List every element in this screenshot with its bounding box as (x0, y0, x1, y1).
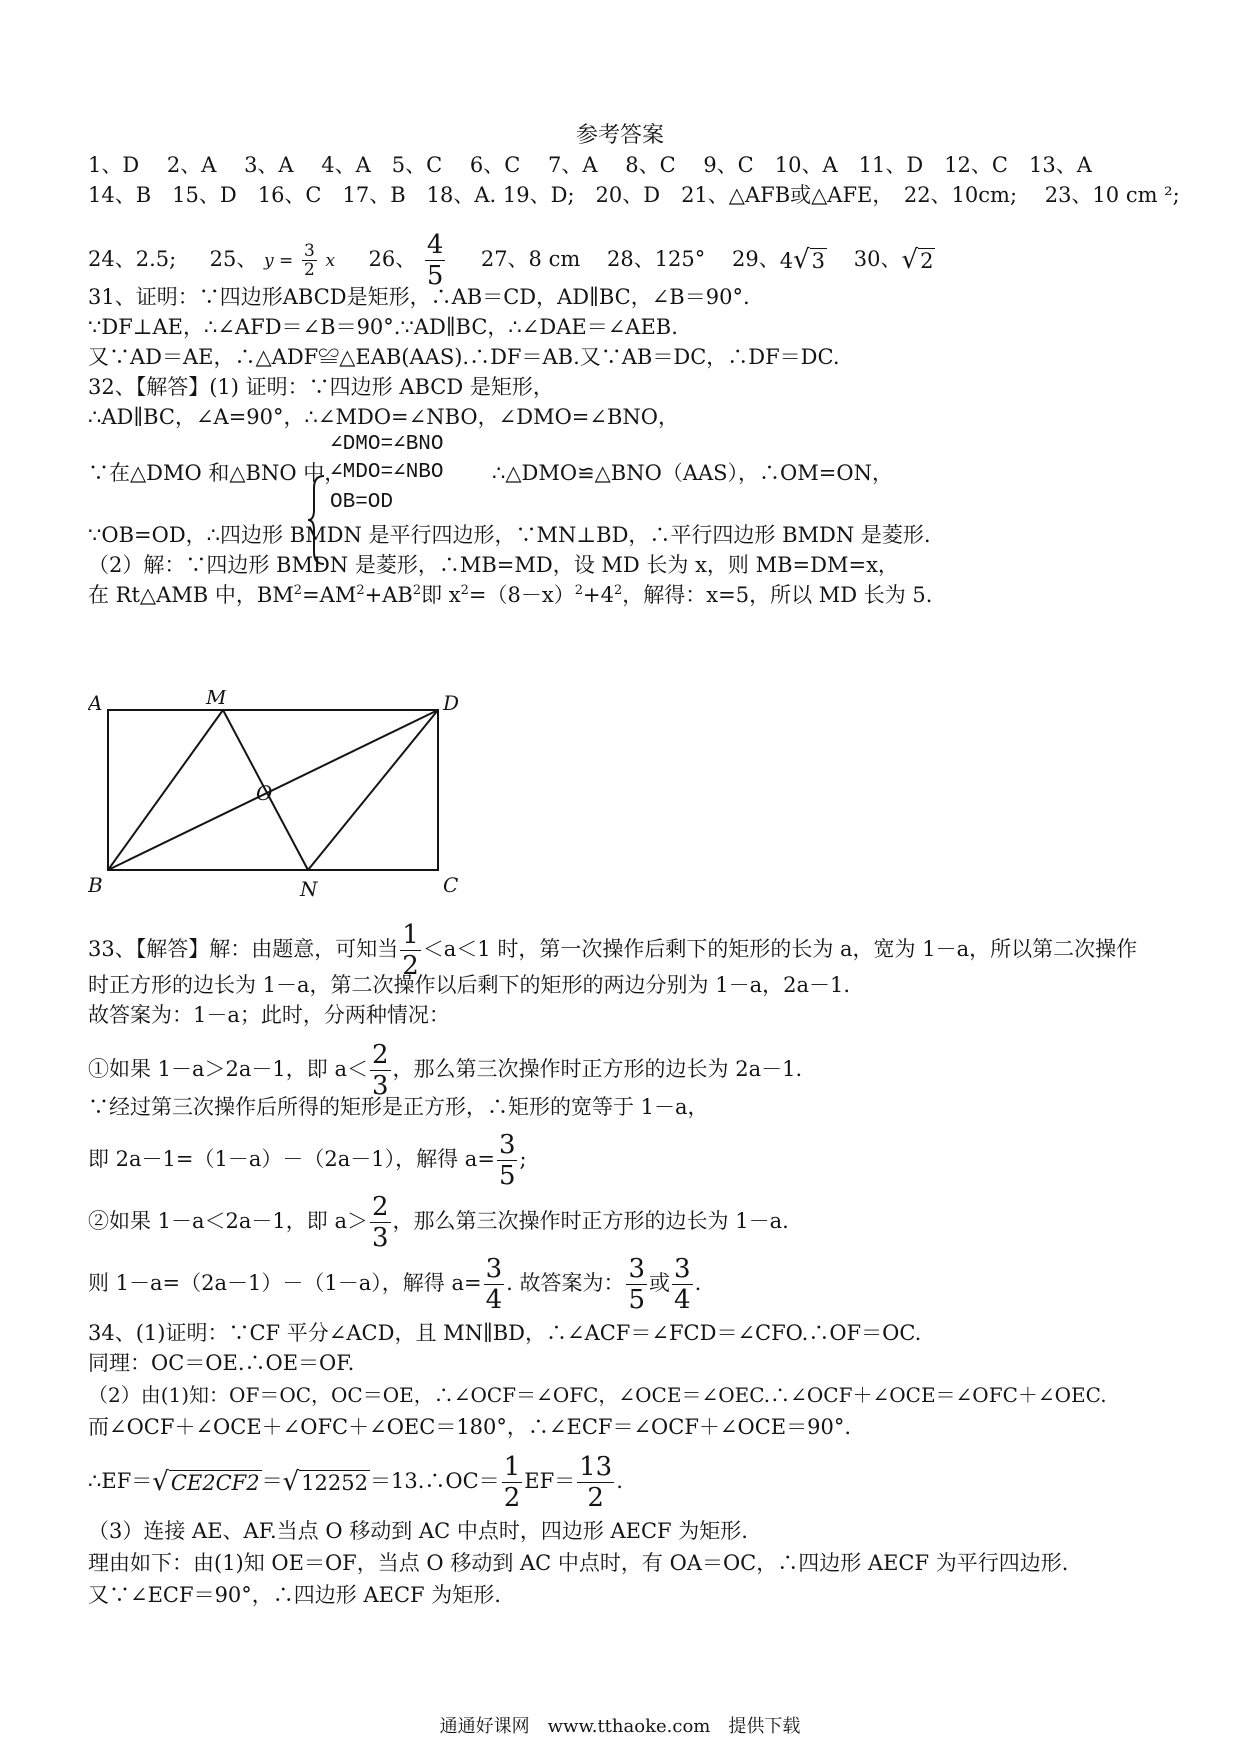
label-b: B (88, 873, 103, 897)
system-eq-2: ∠MDO=∠NBO (330, 461, 444, 484)
q33-line-8: 则 1－a=（2a－1）－（1－a），解得 a= $\frac{3}{4}$ . 故答案为： $\frac{3}{5}$ 或 $\frac{3}{4}$ . (88, 1254, 702, 1315)
page-title: 参考答案 (575, 123, 664, 148)
system-eq-3: OB=OD (330, 491, 394, 514)
q24: 24、2.5; (88, 247, 177, 271)
label-d: D (443, 691, 460, 715)
label-a: A (88, 691, 103, 715)
q25-y: y = (264, 251, 294, 271)
segment-nd (308, 710, 438, 870)
q25-label: 25、 (209, 247, 258, 271)
answers-row-2: 14、B 15、D 16、C 17、B 18、A. 19、D; 20、D 21、△AFB或△AFE， 22、10cm; 23、10 cm ²; (88, 183, 1180, 207)
q33-line-1: 33、【解答】解：由题意，可知当 $\frac{1}{2}$ ＜a＜1 时，第一次操作后剩下的矩形的长为 a，宽为 1－a，所以第二次操作 (88, 920, 1138, 981)
label-c: C (443, 873, 459, 897)
q34-line-6: （3）连接 AE、AF.当点 O 移动到 AC 中点时，四边形 AECF 为矩形. (88, 1519, 748, 1543)
segment-bm (108, 710, 223, 870)
q31-line-1: 31、证明：∵四边形ABCD是矩形，∴AB＝CD，AD∥BC，∠B＝90°. (88, 285, 750, 309)
page-footer: 通通好课网 www.tthaoke.com 提供下载 (439, 1716, 801, 1737)
q32-system-lead: ∵在△DMO 和△BNO 中， (88, 461, 346, 485)
q30-label: 30、 (853, 247, 902, 271)
q29-radical: 4√3 (779, 245, 826, 275)
label-o: O (256, 781, 273, 805)
answers-row-3 (88, 230, 935, 291)
label-m: M (206, 690, 227, 709)
diagonal-bd (108, 710, 438, 870)
q25-x: x (325, 251, 336, 271)
q33-line-5: ∵经过第三次操作后所得的矩形是正方形，∴矩形的宽等于 1－a， (88, 1095, 709, 1119)
q32-line-4: （2）解：∵四边形 BMDN 是菱形，∴MB=MD，设 MD 长为 x，则 MB=DM=x， (88, 553, 899, 577)
q30-radical: √2 (901, 245, 934, 275)
q28: 28、125° (606, 247, 706, 271)
q31-line-2: ∵DF⊥AE，∴∠AFD＝∠B＝90°.∵AD∥BC，∴∠DAE＝∠AEB. (88, 315, 678, 339)
q34-line-4: 而∠OCF＋∠OCE＋∠OFC＋∠OEC＝180°，∴∠ECF＝∠OCF＋∠OCE＝90°. (88, 1415, 852, 1439)
q29-label: 29、 (731, 247, 780, 271)
q25-fraction: $\frac{3}{2}$ (303, 241, 315, 280)
q27: 27、8 cm (480, 247, 581, 271)
q34-line-8: 又∵∠ECF＝90°，∴四边形 AECF 为矩形. (88, 1583, 501, 1607)
q34-line-3: （2）由(1)知：OF＝OC，OC＝OE，∴∠OCF＝∠OFC，∠OCE＝∠OEC.∴∠OCF＋∠OCE＝∠OFC＋∠OEC. (88, 1383, 1107, 1407)
label-n: N (300, 877, 318, 900)
q33-line-7: ②如果 1－a＜2a－1，即 a＞ $\frac{2}{3}$ ，那么第三次操作时正方形的边长为 1－a. (88, 1192, 789, 1253)
q32-line-3: ∵OB=OD，∴四边形 BMDN 是平行四边形，∵MN⊥BD，∴平行四边形 BMDN 是菱形. (88, 523, 931, 547)
q34-line-5: ∴EF＝√CE2CF2＝√12252＝13.∴OC＝ $\frac{1}{2}$ EF＝ $\frac{13}{2}$ . (88, 1452, 623, 1513)
q32-system-tail: ∴△DMO≌△BNO（AAS），∴OM=ON， (492, 461, 893, 485)
q32-line-5: 在 Rt△AMB 中，$BM^2=AM^2+AB^2$即 $x^2=(8-x)^2+4^2$，解得：x=5，所以 MD 长为 5. (88, 583, 933, 607)
q26-label: 26、 (368, 247, 417, 271)
q34-line-2: 同理：OC＝OE.∴OE＝OF. (88, 1351, 355, 1375)
q32-line-2: ∴AD∥BC，∠A=90°，∴∠MDO=∠NBO，∠DMO=∠BNO， (88, 405, 680, 429)
rectangle-rhombus-figure (88, 690, 468, 900)
q34-line-1: 34、(1)证明：∵CF 平分∠ACD，且 MN∥BD，∴∠ACF＝∠FCD＝∠CFO.∴OF＝OC. (88, 1321, 922, 1345)
q31-line-3: 又∵AD＝AE，∴△ADF≌△EAB(AAS).∴DF＝AB.又∵AB＝DC，∴DF＝DC. (88, 345, 840, 369)
q33-line-6: 即 2a－1=（1－a）－（2a－1），解得 a= $\frac{3}{5}$ ; (88, 1130, 527, 1191)
q26-fraction: $\frac{4}{5}$ (426, 230, 444, 291)
answers-row-1: 1、D 2、A 3、A 4、A 5、C 6、C 7、A 8、C 9、C 10、A 11、D 12、C 13、A (88, 153, 1092, 177)
q34-line-7: 理由如下：由(1)知 OE＝OF，当点 O 移动到 AC 中点时，有 OA＝OC，∴四边形 AECF 为平行四边形. (88, 1551, 1069, 1575)
q33-line-4: ①如果 1－a＞2a－1，即 a＜ $\frac{2}{3}$ ，那么第三次操作时正方形的边长为 2a－1. (88, 1040, 803, 1101)
q33-line-3: 故答案为：1－a；此时，分两种情况： (88, 1003, 450, 1027)
system-eq-1: ∠DMO=∠BNO (330, 433, 444, 456)
q32-line-1: 32、【解答】(1) 证明：∵四边形 ABCD 是矩形， (88, 375, 554, 399)
q33-line-2: 时正方形的边长为 1－a，第二次操作以后剩下的矩形的两边分别为 1－a，2a－1. (88, 973, 851, 997)
